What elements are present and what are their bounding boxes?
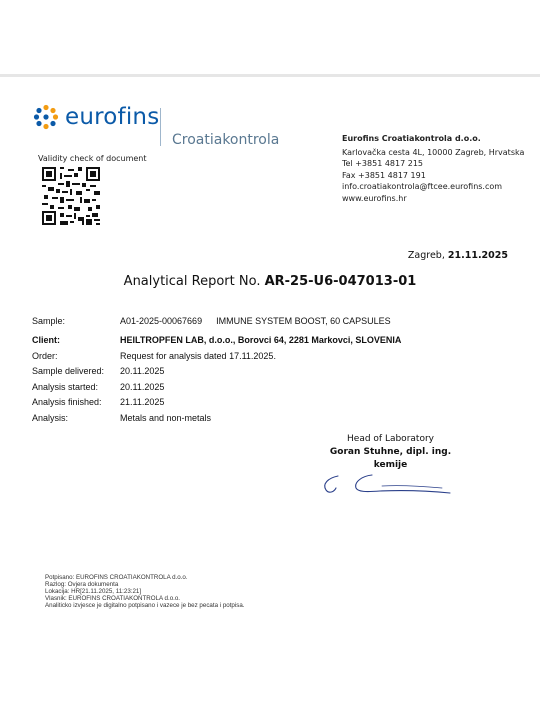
field-value: HEILTROPFEN LAB, d.o.o., Borovci 64, 2281 Markovci, SLOVENIA	[120, 335, 402, 345]
field-value: Request for analysis dated 17.11.2025.	[120, 350, 276, 361]
place-label: Zagreb,	[407, 250, 445, 261]
signatory-role: Head of Laboratory	[347, 434, 434, 444]
company-tel: Tel +3851 4817 215	[342, 159, 423, 169]
logo-divider	[160, 108, 161, 146]
signature-validity-note: Analiticko izvjesce je digitalno potpisano i vazece je bez pecata i potpisa.	[45, 602, 245, 609]
field-value: 20.11.2025	[120, 381, 165, 392]
company-fax: Fax +3851 4817 191	[342, 170, 426, 180]
brand-name: eurofins	[65, 104, 160, 130]
field-value: Metals and non-metals	[120, 412, 212, 423]
digital-signature-note	[45, 574, 245, 609]
field-label: Sample:	[32, 316, 66, 326]
signatory-name: Goran Stuhne, dipl. ing. kemije	[329, 447, 452, 470]
signature-location: Lokacija: HR[21.11.2025, 11:23:21]	[45, 588, 142, 595]
eurofins-dots-icon	[33, 104, 59, 130]
validity-check-label: Validity check of document	[38, 154, 147, 163]
signature-reason: Razlog: Ovjera dokumenta	[45, 581, 119, 588]
place-date	[408, 250, 508, 261]
company-website[interactable]: www.eurofins.hr	[342, 193, 407, 203]
eurofins-logo	[33, 104, 159, 130]
top-divider-bar	[0, 74, 540, 77]
field-value: 20.11.2025	[120, 366, 165, 376]
signed-by: Potpisano: EUROFINS CROATIAKONTROLA d.o.o.	[45, 574, 188, 581]
field-label: Order:	[32, 350, 58, 361]
qr-code-icon[interactable]	[42, 167, 100, 225]
report-title	[0, 274, 540, 289]
report-date: 21.11.2025	[447, 250, 508, 261]
handwritten-signature	[320, 468, 455, 504]
company-email[interactable]: info.croatiakontrola@ftcee.eurofins.com	[342, 182, 503, 192]
report-title-prefix: Analytical Report No.	[123, 274, 261, 289]
signature-owner: Vlasnik: EUROFINS CROATIAKONTROLA d.o.o.	[45, 595, 181, 602]
sample-code: A01-2025-00067669	[120, 316, 203, 326]
company-contact-block	[342, 133, 524, 205]
field-label: Analysis finished:	[32, 397, 102, 407]
company-address: Karlovačka cesta 4L, 10000 Zagreb, Hrvatska	[342, 147, 525, 157]
field-value	[120, 316, 391, 326]
report-number: AR-25-U6-047013-01	[264, 274, 417, 289]
signatory-block	[318, 433, 463, 472]
sub-brand-name: Croatiakontrola	[172, 132, 280, 148]
field-label: Sample delivered:	[32, 366, 105, 376]
company-name: Eurofins Croatiakontrola d.o.o.	[342, 134, 481, 143]
field-label: Client:	[32, 335, 60, 345]
sample-name: IMMUNE SYSTEM BOOST, 60 CAPSULES	[216, 316, 391, 326]
field-label: Analysis:	[32, 412, 69, 423]
field-label: Analysis started:	[32, 381, 99, 392]
field-value: 21.11.2025	[120, 397, 165, 407]
